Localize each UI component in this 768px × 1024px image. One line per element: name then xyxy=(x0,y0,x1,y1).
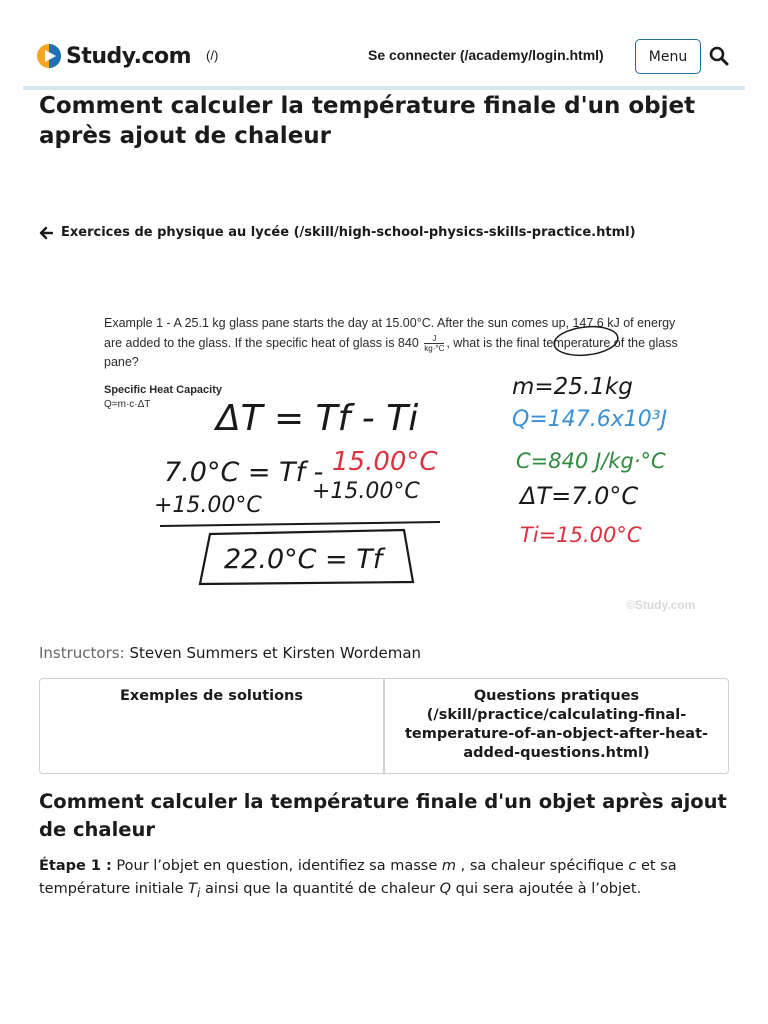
final-circle-mark xyxy=(553,324,620,359)
home-link[interactable]: (/) xyxy=(206,48,219,63)
step-1-text-e: qui sera ajoutée à l’objet. xyxy=(451,881,642,897)
header-divider xyxy=(23,86,745,90)
step-1-text-a: Pour l’objet en question, identifiez sa masse xyxy=(111,858,442,874)
lesson-example-image xyxy=(98,306,718,622)
instructors-label: Instructors: xyxy=(39,644,125,662)
site-logo[interactable] xyxy=(36,43,191,69)
step-1-paragraph xyxy=(39,855,739,905)
instructors-line xyxy=(39,644,421,662)
step-1-text-b: , sa chaleur spécifique xyxy=(456,858,629,874)
menu-button[interactable]: Menu xyxy=(635,39,701,74)
tab-solution-examples[interactable]: Exemples de solutions xyxy=(119,688,304,704)
example-text-part-1: Example 1 - A 25.1 kg glass pane starts the day at 15.00°C. After the sun comes up, 147.6 kJ of energy are added to the glass. If the specific heat of glass is 840 xyxy=(104,316,676,350)
sum-line xyxy=(160,522,440,526)
unit-denominator: kg·°C xyxy=(424,343,445,353)
eq-add-left: +15.00°C xyxy=(154,493,262,518)
given-specific-heat: C=840 J/kg·°C xyxy=(516,449,666,473)
formula-text: Q=m·c·ΔT xyxy=(104,399,151,410)
search-icon[interactable] xyxy=(709,46,729,66)
example-text-part-2: , what is the final temperature of the glass pane? xyxy=(104,335,678,369)
logo-text: Study.com xyxy=(66,43,192,69)
eq-initial-temp-red: 15.00°C xyxy=(332,447,438,477)
step-1-label: Étape 1 : xyxy=(39,858,112,874)
instructors-names: Steven Summers et Kirsten Wordeman xyxy=(129,644,422,662)
unit-numerator: J xyxy=(424,334,444,344)
tab-practice-questions[interactable]: Questions pratiques (/skill/practice/calculating-final-temperature-of-an-object-after-heat-added-questions.html) xyxy=(383,679,728,773)
login-link[interactable]: Se connecter (/academy/login.html) xyxy=(368,47,604,63)
var-initial-temp: T xyxy=(188,881,198,897)
section-title: Comment calculer la température finale d'un objet après ajout de chaleur xyxy=(39,790,727,841)
formula-title: Specific Heat Capacity xyxy=(104,384,222,396)
var-mass: m xyxy=(441,858,456,874)
given-delta-t: ΔT=7.0°C xyxy=(520,482,639,510)
given-initial-temp: Ti=15.00°C xyxy=(520,523,642,547)
var-heat: Q xyxy=(439,881,452,897)
eq-substitution: 7.0°C = Tf - xyxy=(164,457,324,488)
page-title: Comment calculer la température finale d'un objet après ajout de chaleur xyxy=(39,93,696,149)
lesson-tabs xyxy=(39,678,729,774)
var-initial-temp-subscript: i xyxy=(197,885,201,900)
eq-add-right: +15.00°C xyxy=(312,479,420,504)
given-mass: m=25.1kg xyxy=(512,374,633,400)
play-logo-icon xyxy=(36,43,62,69)
back-link[interactable] xyxy=(39,225,636,240)
given-heat: Q=147.6x10³J xyxy=(512,407,668,432)
arrow-left-icon xyxy=(39,226,53,240)
step-1-text-d: ainsi que la quantité de chaleur xyxy=(200,881,440,897)
back-link-text: Exercices de physique au lycée (/skill/high-school-physics-skills-practice.html) xyxy=(61,225,636,240)
eq-delta-t: ΔT = Tf - Ti xyxy=(216,398,419,439)
watermark: ©Study.com xyxy=(626,598,696,612)
step-1-text-c: et sa température initiale xyxy=(39,858,677,897)
handwritten-solution xyxy=(98,306,718,622)
eq-result: 22.0°C = Tf xyxy=(224,544,383,575)
var-specific-heat: c xyxy=(628,858,637,874)
site-header xyxy=(0,0,768,90)
